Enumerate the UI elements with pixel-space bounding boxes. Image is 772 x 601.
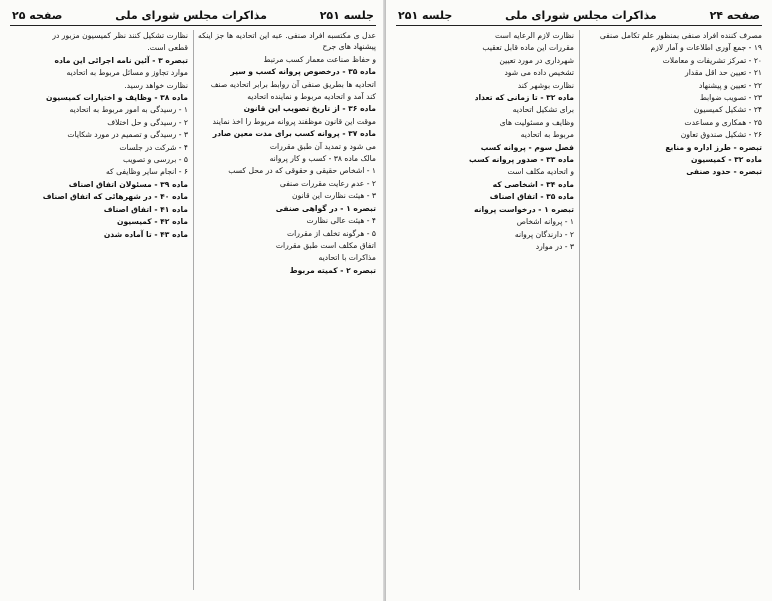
- text-paragraph: وظایف و مسئولیت های: [499, 117, 574, 127]
- text-paragraph: ۲۳ - تصویب ضوابط: [699, 93, 762, 103]
- text-paragraph: ماده ۴۲ - کمیسیون: [117, 217, 188, 227]
- left-page-header-rule: [10, 25, 376, 26]
- text-paragraph: ۲۲ - تعیین و پیشنهاد: [698, 80, 762, 90]
- text-paragraph: نظارت بوشهر کند: [517, 80, 574, 90]
- right-page: [386, 0, 772, 601]
- text-paragraph: نظارت لازم الرعایه است: [495, 31, 574, 40]
- text-paragraph: ماده ۳۸ - وظایف و اختیارات کمیسیون: [46, 93, 188, 103]
- text-paragraph: ماده ۴۳ - تا آماده شدن: [103, 229, 188, 239]
- text-paragraph: مربوط به اتحادیه: [520, 130, 574, 140]
- text-paragraph: ۲ - دارندگان پروانه: [514, 229, 574, 239]
- text-paragraph: ۲۰ - تمرکز تشریفات و معاملات: [662, 55, 762, 65]
- text-paragraph: مذاکرات با اتحادیه: [318, 253, 376, 263]
- right-page-column-right: [584, 30, 762, 590]
- text-paragraph: ماده ۳۶ - از تاریخ تصویب این قانون: [243, 104, 376, 114]
- text-paragraph: ماده ۳۴ - اشخاصی که: [492, 179, 574, 189]
- text-paragraph: تبصره ۱ - درخواست پروانه: [474, 204, 574, 214]
- text-paragraph: فصل سوم - پروانه کسب: [480, 142, 574, 152]
- right-page-title: مذاکرات مجلس شورای ملی: [505, 8, 657, 22]
- right-page-number: صفحه ۲۴: [709, 8, 760, 22]
- text-paragraph: تبصره - حدود صنفی: [686, 167, 762, 177]
- text-paragraph: ماده ۳۹ - مسئولان اتفاق اصناف: [68, 179, 188, 189]
- text-paragraph: ماده ۴۰ - در شهرهائی که اتفاق اصناف: [42, 192, 188, 202]
- text-paragraph: ماده ۳۵ - درخصوص پروانه کسب و سیر: [230, 67, 376, 77]
- text-paragraph: ماده ۳۲ - تا زمانی که تعداد: [474, 93, 574, 103]
- left-page-title: مذاکرات مجلس شورای ملی: [115, 8, 267, 22]
- text-paragraph: ۲ - رسیدگی و حل اختلاف: [107, 117, 188, 127]
- text-paragraph: تبصره ۲ - کمیته مربوط: [289, 265, 376, 275]
- left-page-number: صفحه ۲۵: [12, 8, 63, 22]
- text-paragraph: موارد تجاوز و مسائل مربوط به اتحادیه: [66, 68, 188, 78]
- text-paragraph: نظارت خواهد رسید.: [124, 80, 188, 90]
- text-paragraph: مصرف کننده افراد صنفی بمنظور علم تکامل صنفی: [599, 31, 762, 40]
- text-paragraph: عدل ی مکتسبه افراد صنفی. عبه این اتحادیه ها جز اینکه پیشنهاد های جرح: [198, 31, 376, 52]
- left-page-header: [12, 6, 374, 24]
- text-paragraph: ۲۵ - همکاری و مساعدت: [684, 117, 762, 127]
- text-paragraph: ۲ - عدم رعایت مقررات صنفی: [279, 178, 376, 188]
- text-paragraph: برای تشکیل اتحادیه: [512, 105, 574, 115]
- text-paragraph: تبصره ۱ - در گواهی صنفی: [275, 203, 376, 213]
- text-paragraph: ۴ - شرکت در جلسات: [119, 142, 188, 152]
- text-paragraph: کند آمد و اتحادیه مربوط و نماینده اتحادیه: [247, 92, 376, 102]
- text-paragraph: ۲۶ - تشکیل صندوق تعاون: [680, 130, 762, 140]
- text-paragraph: مالک ماده ۳۸ - کسب و کار پروانه: [269, 154, 376, 164]
- text-paragraph: ۳ - در موارد: [535, 241, 574, 251]
- right-page-column-divider: [579, 30, 580, 590]
- text-paragraph: ۱ - پروانه اشخاص: [516, 217, 574, 227]
- text-paragraph: مقررات این ماده قابل تعقیب: [482, 43, 574, 53]
- right-page-column-left: [396, 30, 574, 590]
- text-paragraph: ۵ - بررسی و تصویب: [122, 155, 188, 165]
- text-paragraph: ۴ - هیئت عالی نظارت: [306, 216, 376, 226]
- text-paragraph: ماده ۳۳ - صدور پروانه کسب: [469, 155, 574, 165]
- text-paragraph: تبصره - طرز اداره و منابع: [665, 142, 762, 152]
- text-paragraph: ماده ۴۱ - اتفاق اصناف: [103, 204, 188, 214]
- text-paragraph: اتحادیه ها بطریق صنفی آن روابط برابر اتحادیه صنف: [210, 79, 376, 89]
- left-page-session: جلسه ۲۵۱: [319, 8, 374, 22]
- text-paragraph: و حفاظ صناعت معمار کسب مرتبط: [263, 54, 376, 64]
- right-page-header: [398, 6, 760, 24]
- text-paragraph: نظارت تشکیل کنند نظر کمیسیون مزبور در: [52, 31, 188, 40]
- text-paragraph: شهرداری در مورد تعیین: [499, 55, 574, 65]
- text-paragraph: و اتحادیه مکلف است: [507, 167, 574, 177]
- text-paragraph: ۱۹ - جمع آوری اطلاعات و آمار لازم: [650, 43, 762, 53]
- text-paragraph: ماده ۳۵ - اتفاق اصناف: [489, 192, 574, 202]
- text-paragraph: موقت این قانون موظفند پروانه مربوط را اخذ نمایند: [212, 116, 376, 126]
- right-page-session: جلسه ۲۵۱: [398, 8, 453, 22]
- text-paragraph: ۵ - هرگونه تخلف از مقررات: [286, 228, 376, 238]
- text-paragraph: تبصره ۳ - آئین نامه اجرائی این ماده: [54, 55, 188, 65]
- text-paragraph: ۳ - رسیدگی و تصمیم در مورد شکایات: [67, 130, 188, 140]
- text-paragraph: ۶ - انجام سایر وظایفی که: [105, 167, 188, 177]
- text-paragraph: ماده ۳۷ - پروانه کسب برای مدت معین صادر: [212, 129, 376, 139]
- text-paragraph: ۲۴ - تشکیل کمیسیون: [693, 105, 762, 115]
- text-paragraph: می شود و تمدید آن طبق مقررات: [269, 141, 376, 151]
- text-paragraph: اتفاق مکلف است طبق مقررات: [275, 240, 376, 250]
- left-page-column-left: [10, 30, 188, 590]
- text-paragraph: ۳ - هیئت نظارت این قانون: [292, 191, 376, 201]
- text-paragraph: ماده ۳۲ - کمیسیون: [691, 155, 762, 165]
- text-paragraph: ۱ - اشخاص حقیقی و حقوقی که در محل کسب: [228, 166, 376, 176]
- text-paragraph: ۲۱ - تعیین حد اقل مقدار: [685, 68, 762, 78]
- text-paragraph: تشخیص داده می شود: [504, 68, 574, 78]
- text-paragraph: ۱ - رسیدگی به امور مربوط به اتحادیه: [69, 105, 188, 115]
- right-page-header-rule: [396, 25, 762, 26]
- left-page-column-divider: [193, 30, 194, 590]
- text-paragraph: قطعی است.: [147, 43, 188, 53]
- left-page-column-right: [198, 30, 376, 590]
